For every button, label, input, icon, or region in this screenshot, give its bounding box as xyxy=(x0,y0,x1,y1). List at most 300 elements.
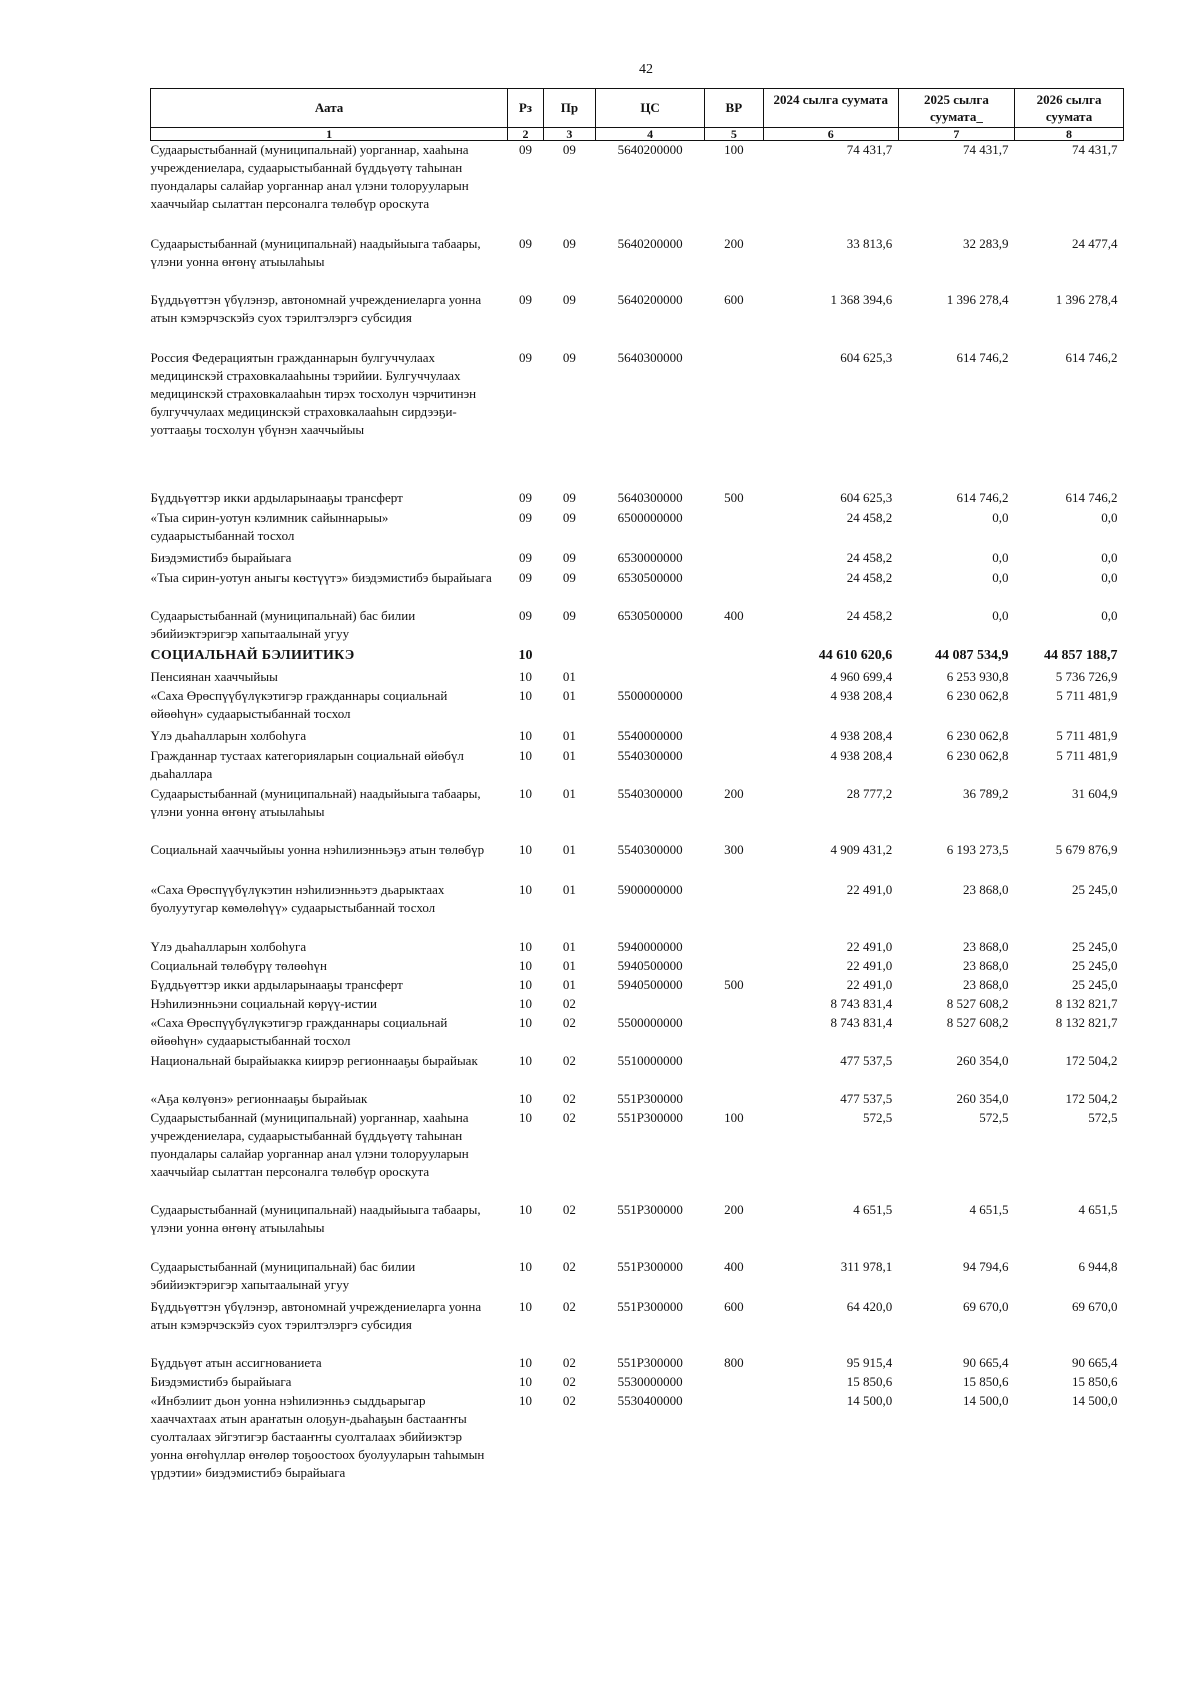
row-pr: 09 xyxy=(562,607,576,623)
row-value-2024: 24 458,2 xyxy=(846,569,893,585)
row-value-2026: 614 746,2 xyxy=(1065,489,1118,505)
table-row xyxy=(151,668,1124,687)
table-row xyxy=(151,727,1124,747)
row-value-2024: 15 850,6 xyxy=(846,1373,893,1389)
row-pr: 02 xyxy=(562,1392,576,1408)
row-value-2024: 44 610 620,6 xyxy=(818,647,893,663)
row-value-2025: 14 500,0 xyxy=(963,1392,1009,1408)
row-value-2024: 24 458,2 xyxy=(846,607,893,623)
row-pr: 01 xyxy=(562,957,576,973)
table-row xyxy=(151,785,1124,841)
header-2024: 2024 сылга суумата xyxy=(763,89,898,128)
row-cs: 551P300000 xyxy=(617,1258,683,1274)
row-vr xyxy=(705,1373,764,1392)
table-row xyxy=(151,881,1124,938)
row-cs: 5540300000 xyxy=(617,747,683,763)
table-row xyxy=(151,687,1124,727)
row-name: Биэдэмистибэ бырайыага xyxy=(150,1373,292,1389)
row-value-2024: 24 458,2 xyxy=(846,509,893,525)
row-value-2026: 172 504,2 xyxy=(1065,1052,1118,1068)
row-pr: 09 xyxy=(562,142,576,157)
row-rz: 10 xyxy=(518,747,532,763)
row-rz: 10 xyxy=(518,976,532,992)
table-row xyxy=(151,141,1124,235)
row-value-2025: 6 230 062,8 xyxy=(946,687,1009,703)
row-value-2025: 8 527 608,2 xyxy=(946,1014,1009,1030)
row-vr xyxy=(705,1052,764,1090)
row-name: Судаарыстыбаннай (муниципальнай) наадыйыыга табаары, үлэни уонна өҥөнү атыылаһыы xyxy=(150,1201,481,1235)
page-number: 42 xyxy=(639,62,653,77)
row-rz: 09 xyxy=(518,291,532,307)
row-cs: 5530000000 xyxy=(617,1373,683,1389)
table-row xyxy=(151,1014,1124,1052)
row-vr: 400 xyxy=(724,1258,744,1274)
table-row xyxy=(151,569,1124,607)
row-name: Бүддьүөттэр икки ардыларынааҕы трансферт xyxy=(150,976,403,992)
row-name: Социальнай төлөбүрү төлөөһүн xyxy=(150,957,327,973)
row-value-2024: 14 500,0 xyxy=(846,1392,893,1408)
row-rz: 09 xyxy=(518,607,532,623)
row-cs: 551P300000 xyxy=(617,1201,683,1217)
row-value-2026: 14 500,0 xyxy=(1072,1392,1118,1408)
row-vr: 500 xyxy=(724,976,744,992)
row-rz: 10 xyxy=(518,785,532,801)
row-vr: 200 xyxy=(724,785,744,801)
row-pr: 09 xyxy=(562,235,576,251)
row-cs: 5640300000 xyxy=(617,489,683,505)
row-vr xyxy=(705,1014,764,1052)
row-rz: 10 xyxy=(518,1354,532,1370)
row-name: Судаарыстыбаннай (муниципальнай) наадыйыыга табаары, үлэни уонна өҥөнү атыылаһыы xyxy=(150,235,481,269)
row-pr: 09 xyxy=(562,509,576,525)
row-vr: 600 xyxy=(724,291,744,307)
row-vr xyxy=(705,349,764,489)
table-row xyxy=(151,1373,1124,1392)
table-row xyxy=(151,509,1124,549)
table-row xyxy=(151,1392,1124,1502)
row-cs: 5540300000 xyxy=(617,841,683,857)
row-value-2026: 74 431,7 xyxy=(1072,142,1118,157)
row-vr: 200 xyxy=(724,1201,744,1217)
table-row xyxy=(151,747,1124,785)
row-name: СОЦИАЛЬНАЙ БЭЛИИТИКЭ xyxy=(150,647,355,663)
row-value-2024: 28 777,2 xyxy=(846,785,893,801)
row-cs xyxy=(596,647,705,668)
row-rz: 09 xyxy=(518,549,532,565)
row-value-2026: 44 857 188,7 xyxy=(1044,647,1118,663)
row-cs: 5500000000 xyxy=(617,1014,683,1030)
row-rz: 10 xyxy=(518,687,532,703)
row-cs: 5940000000 xyxy=(617,938,683,954)
row-value-2024: 33 813,6 xyxy=(846,235,893,251)
row-rz: 10 xyxy=(518,1392,532,1408)
row-value-2024: 311 978,1 xyxy=(840,1258,893,1274)
row-name: Судаарыстыбаннай (муниципальнай) бас билии эбийиэктэригэр хапытаалынай угуу xyxy=(150,1258,416,1292)
row-rz: 09 xyxy=(518,489,532,505)
row-cs: 6530500000 xyxy=(617,569,683,585)
row-cs: 5530400000 xyxy=(617,1392,683,1408)
row-pr: 01 xyxy=(562,938,576,954)
table-row xyxy=(151,1201,1124,1258)
row-vr: 800 xyxy=(724,1354,744,1370)
row-value-2025: 6 230 062,8 xyxy=(946,727,1009,743)
row-value-2026: 6 944,8 xyxy=(1078,1258,1118,1274)
row-pr: 01 xyxy=(562,668,576,684)
row-value-2025: 15 850,6 xyxy=(963,1373,1009,1389)
row-name: Гражданнар тустаах категорияларын социальнай өйөбүл дьаһаллара xyxy=(150,747,464,781)
row-vr xyxy=(705,995,764,1014)
row-rz: 10 xyxy=(518,727,532,743)
row-value-2026: 5 711 481,9 xyxy=(1056,747,1118,763)
row-name: Судаарыстыбаннай (муниципальнай) уорганнар, хааһына учреждениелара, судаарыстыбаннай бүддьүөтү таһынан пуондалары салайар уорганнар анал үлэни толорууларын хааччыйар сылаттан персоналга төлөбүр ороскута xyxy=(150,142,469,211)
row-value-2026: 25 245,0 xyxy=(1072,938,1118,954)
row-vr xyxy=(705,509,764,549)
row-value-2025: 8 527 608,2 xyxy=(946,995,1009,1011)
row-rz: 10 xyxy=(518,881,532,897)
row-value-2026: 0,0 xyxy=(1101,569,1118,585)
row-value-2024: 477 537,5 xyxy=(840,1090,893,1106)
row-name: Судаарыстыбаннай (муниципальнай) наадыйыыга табаары, үлэни уонна өҥөнү атыылаһыы xyxy=(150,785,481,819)
row-vr: 500 xyxy=(724,489,744,505)
row-cs: 5940500000 xyxy=(617,957,683,973)
row-value-2026: 90 665,4 xyxy=(1072,1354,1118,1370)
row-pr: 01 xyxy=(562,727,576,743)
table-row xyxy=(151,1052,1124,1090)
row-value-2025: 74 431,7 xyxy=(963,142,1009,157)
row-value-2026: 0,0 xyxy=(1101,607,1118,623)
row-value-2024: 4 938 208,4 xyxy=(830,747,893,763)
header-name: Аата xyxy=(151,89,508,128)
row-cs: 5540000000 xyxy=(617,727,683,743)
row-vr: 400 xyxy=(724,607,744,623)
row-rz: 10 xyxy=(518,1090,532,1106)
table-row xyxy=(151,841,1124,881)
row-value-2024: 8 743 831,4 xyxy=(830,1014,893,1030)
row-value-2024: 604 625,3 xyxy=(840,349,893,365)
row-value-2024: 74 431,7 xyxy=(846,142,893,157)
row-name: «Инбэлиит дьон уонна нэһилиэнньэ сыддьарыгар хааччахтаах атын араҥатын олоҕун-дьаһаҕын бастааҥҥы суолталаах эйгэтигэр бастааҥҥы суолталаах эбийиэктэр уонна өҥөһүллар өҥөлөр тоҕоостоох буолууларын таһымын үрдэтии» биэдэмистибэ бырайыага xyxy=(150,1392,485,1480)
row-rz: 09 xyxy=(518,142,532,157)
header-vr: ВР xyxy=(705,89,764,128)
row-value-2025: 6 193 273,5 xyxy=(946,841,1009,857)
row-cs: 5510000000 xyxy=(617,1052,683,1068)
table-row xyxy=(151,549,1124,569)
table-row xyxy=(151,976,1124,995)
row-vr xyxy=(705,549,764,569)
row-value-2024: 4 909 431,2 xyxy=(830,841,893,857)
table-row xyxy=(151,1298,1124,1354)
column-number: 3 xyxy=(543,128,595,141)
row-vr xyxy=(705,727,764,747)
row-value-2025: 69 670,0 xyxy=(963,1298,1009,1314)
row-value-2025: 0,0 xyxy=(992,607,1009,623)
row-name: Социальнай хааччыйыы уонна нэһилиэнньэҕэ атын төлөбүр xyxy=(150,841,485,857)
row-name: Нэһилиэнньэни социальнай көрүү-истии xyxy=(150,995,377,1011)
row-cs: 6500000000 xyxy=(617,509,683,525)
row-cs: 6530000000 xyxy=(617,549,683,565)
row-name: «Тыа сирин-уотун кэлимник сайыннарыы» судаарыстыбаннай тосхол xyxy=(150,509,389,543)
row-cs: 551P300000 xyxy=(617,1109,683,1125)
row-rz: 10 xyxy=(518,1201,532,1217)
row-vr xyxy=(705,668,764,687)
row-vr: 100 xyxy=(724,142,744,157)
row-value-2026: 614 746,2 xyxy=(1065,349,1118,365)
row-cs: 5640300000 xyxy=(617,349,683,365)
row-rz: 10 xyxy=(518,647,533,663)
row-value-2025: 94 794,6 xyxy=(963,1258,1009,1274)
row-value-2024: 22 491,0 xyxy=(846,957,893,973)
column-number: 5 xyxy=(705,128,764,141)
row-value-2024: 22 491,0 xyxy=(846,976,893,992)
row-value-2025: 260 354,0 xyxy=(956,1090,1009,1106)
row-rz: 10 xyxy=(518,995,532,1011)
row-name: «Аҕа көлүөнэ» регионнааҕы бырайыак xyxy=(150,1090,368,1106)
header-row xyxy=(151,89,1124,128)
table-row xyxy=(151,235,1124,291)
row-value-2025: 90 665,4 xyxy=(963,1354,1009,1370)
table-row xyxy=(151,489,1124,509)
row-vr xyxy=(705,569,764,607)
header-rz: Рз xyxy=(508,89,544,128)
row-pr: 09 xyxy=(562,291,576,307)
row-value-2025: 4 651,5 xyxy=(969,1201,1009,1217)
row-value-2024: 4 938 208,4 xyxy=(830,687,893,703)
row-cs xyxy=(596,995,705,1014)
row-value-2024: 8 743 831,4 xyxy=(830,995,893,1011)
row-rz: 10 xyxy=(518,1052,532,1068)
row-pr: 01 xyxy=(562,687,576,703)
row-name: Судаарыстыбаннай (муниципальнай) уорганнар, хааһына учреждениелара, судаарыстыбаннай бүддьүөтү таһынан пуондалары салайар уорганнар анал үлэни толорууларын хааччыйар сылаттан персоналга төлөбүр ороскута xyxy=(150,1109,469,1179)
row-value-2024: 4 960 699,4 xyxy=(830,668,893,684)
row-vr: 300 xyxy=(724,841,744,857)
row-value-2024: 1 368 394,6 xyxy=(830,291,893,307)
row-vr xyxy=(705,647,764,668)
row-value-2026: 4 651,5 xyxy=(1078,1201,1118,1217)
row-value-2026: 25 245,0 xyxy=(1072,976,1118,992)
row-name: «Саха Өрөспүүбүлүкэтин нэһилиэнньэтэ дьарыктаах буолуутугар көмөлөһүү» судаарыстыбаннай тосхол xyxy=(150,881,445,915)
row-value-2026: 172 504,2 xyxy=(1065,1090,1118,1106)
row-value-2025: 1 396 278,4 xyxy=(946,291,1009,307)
row-value-2026: 8 132 821,7 xyxy=(1055,1014,1118,1030)
row-value-2026: 24 477,4 xyxy=(1072,235,1118,251)
row-value-2026: 25 245,0 xyxy=(1072,957,1118,973)
row-value-2024: 572,5 xyxy=(863,1109,893,1125)
row-cs: 5900000000 xyxy=(617,881,683,897)
row-cs: 551P300000 xyxy=(617,1298,683,1314)
row-value-2026: 15 850,6 xyxy=(1072,1373,1118,1389)
row-pr: 09 xyxy=(562,349,576,365)
row-rz: 09 xyxy=(518,569,532,585)
row-pr: 02 xyxy=(562,1090,576,1106)
table-row xyxy=(151,607,1124,647)
row-vr xyxy=(705,1392,764,1502)
row-vr xyxy=(705,957,764,976)
row-cs xyxy=(596,668,705,687)
column-number: 6 xyxy=(763,128,898,141)
row-pr: 02 xyxy=(562,1014,576,1030)
row-rz: 09 xyxy=(518,235,532,251)
row-value-2025: 0,0 xyxy=(992,549,1009,565)
row-value-2025: 23 868,0 xyxy=(963,957,1009,973)
row-value-2026: 0,0 xyxy=(1101,509,1118,525)
row-pr: 01 xyxy=(562,841,576,857)
column-number-row xyxy=(151,128,1124,141)
row-vr: 200 xyxy=(724,235,744,251)
row-pr xyxy=(543,647,595,668)
row-value-2025: 44 087 534,9 xyxy=(935,647,1009,663)
row-name: Россия Федерациятын гражданнарын булгуччулаах медицинскэй страховкалааһыны тэрийии. Булгуччулаах медицинскэй страховкалааһын тирэх тосхолун чэрчитинэн булгуччулаах медицинскэй страховкалааһын сирдээҕи-уоттааҕы тосхолун үбүнэн хааччыйыы xyxy=(150,349,477,437)
row-rz: 10 xyxy=(518,1109,532,1125)
row-pr: 01 xyxy=(562,881,576,897)
row-rz: 09 xyxy=(518,349,532,365)
table-row xyxy=(151,1258,1124,1298)
row-value-2024: 64 420,0 xyxy=(846,1298,893,1314)
row-pr: 02 xyxy=(562,1354,576,1370)
header-cs: ЦС xyxy=(596,89,705,128)
header-pr: Пр xyxy=(543,89,595,128)
table-row xyxy=(151,349,1124,489)
row-value-2025: 572,5 xyxy=(979,1109,1009,1125)
row-pr: 09 xyxy=(562,549,576,565)
row-vr: 600 xyxy=(724,1298,744,1314)
row-pr: 09 xyxy=(562,489,576,505)
row-name: Национальнай бырайыакка киирэр регионнааҕы бырайыак xyxy=(150,1052,478,1068)
row-value-2025: 32 283,9 xyxy=(963,235,1009,251)
header-2026: 2026 сылга суумата xyxy=(1015,89,1124,128)
column-number: 1 xyxy=(151,128,508,141)
row-rz: 10 xyxy=(518,938,532,954)
row-value-2025: 23 868,0 xyxy=(963,881,1009,897)
row-rz: 10 xyxy=(518,1298,532,1314)
row-name: «Саха Өрөспүүбүлүкэтигэр гражданнары социальнай өйөөһүн» судаарыстыбаннай тосхол xyxy=(150,1014,448,1048)
row-value-2024: 604 625,3 xyxy=(840,489,893,505)
row-name: Бүддьүөттэр икки ардыларынааҕы трансферт xyxy=(150,489,403,505)
row-rz: 10 xyxy=(518,957,532,973)
row-value-2024: 4 651,5 xyxy=(853,1201,893,1217)
row-pr: 02 xyxy=(562,995,576,1011)
row-value-2025: 36 789,2 xyxy=(963,785,1009,801)
row-vr xyxy=(705,881,764,938)
row-value-2026: 1 396 278,4 xyxy=(1055,291,1118,307)
row-value-2024: 22 491,0 xyxy=(846,881,893,897)
row-pr: 01 xyxy=(562,747,576,763)
row-value-2026: 8 132 821,7 xyxy=(1055,995,1118,1011)
row-rz: 10 xyxy=(518,1258,532,1274)
row-rz: 09 xyxy=(518,509,532,525)
row-value-2024: 95 915,4 xyxy=(846,1354,893,1370)
row-pr: 02 xyxy=(562,1373,576,1389)
row-name: Бүддьүөттэн үбүлэнэр, автономнай учреждениеларга уонна атын кэмэрчэскэйэ суох тэрилтэлэргэ субсидия xyxy=(150,1298,482,1332)
row-value-2025: 260 354,0 xyxy=(956,1052,1009,1068)
row-rz: 10 xyxy=(518,841,532,857)
budget-table xyxy=(150,88,1124,1502)
table-row xyxy=(151,995,1124,1014)
row-value-2025: 23 868,0 xyxy=(963,976,1009,992)
row-vr xyxy=(705,747,764,785)
header-2025: 2025 сылга суумата_ xyxy=(898,89,1014,128)
row-pr: 02 xyxy=(562,1052,576,1068)
row-name: «Тыа сирин-уотун аныгы көстүүтэ» биэдэмистибэ бырайыага xyxy=(150,569,492,585)
row-value-2026: 5 711 481,9 xyxy=(1056,687,1118,703)
row-value-2026: 5 679 876,9 xyxy=(1055,841,1118,857)
row-value-2025: 6 253 930,8 xyxy=(946,668,1009,684)
row-cs: 5640200000 xyxy=(617,142,683,157)
row-name: Бүддьүөт атын ассигнованиета xyxy=(150,1354,322,1370)
row-value-2025: 23 868,0 xyxy=(963,938,1009,954)
table-body xyxy=(151,141,1124,1502)
row-name: Үлэ дьаһалларын холбоһуга xyxy=(150,938,307,954)
row-name: Биэдэмистибэ бырайыага xyxy=(150,549,292,565)
row-value-2026: 5 736 726,9 xyxy=(1055,668,1118,684)
row-rz: 10 xyxy=(518,1014,532,1030)
row-cs: 5540300000 xyxy=(617,785,683,801)
row-value-2025: 614 746,2 xyxy=(956,489,1009,505)
row-value-2024: 24 458,2 xyxy=(846,549,893,565)
column-number: 7 xyxy=(898,128,1014,141)
row-name: Үлэ дьаһалларын холбоһуга xyxy=(150,727,307,743)
table-row xyxy=(151,647,1124,668)
table-row xyxy=(151,1109,1124,1201)
row-value-2024: 4 938 208,4 xyxy=(830,727,893,743)
row-pr: 02 xyxy=(562,1201,576,1217)
row-value-2026: 0,0 xyxy=(1101,549,1118,565)
row-value-2025: 0,0 xyxy=(992,509,1009,525)
column-number: 4 xyxy=(596,128,705,141)
row-vr xyxy=(705,687,764,727)
row-pr: 09 xyxy=(562,569,576,585)
table-row xyxy=(151,1090,1124,1109)
row-pr: 02 xyxy=(562,1258,576,1274)
table-row xyxy=(151,1354,1124,1373)
row-cs: 5640200000 xyxy=(617,291,683,307)
row-value-2024: 477 537,5 xyxy=(840,1052,893,1068)
row-pr: 01 xyxy=(562,976,576,992)
table-row xyxy=(151,291,1124,349)
row-vr: 100 xyxy=(724,1109,744,1125)
table-row xyxy=(151,938,1124,957)
row-name: Бүддьүөттэн үбүлэнэр, автономнай учреждениеларга уонна атын кэмэрчэскэйэ суох тэрилтэлэргэ субсидия xyxy=(150,291,482,325)
row-value-2025: 0,0 xyxy=(992,569,1009,585)
row-cs: 5640200000 xyxy=(617,235,683,251)
row-name: Пенсиянан хааччыйыы xyxy=(150,668,278,684)
row-cs: 6530500000 xyxy=(617,607,683,623)
row-pr: 02 xyxy=(562,1109,576,1125)
row-value-2024: 22 491,0 xyxy=(846,938,893,954)
row-value-2026: 572,5 xyxy=(1088,1109,1118,1125)
row-value-2026: 5 711 481,9 xyxy=(1056,727,1118,743)
row-vr xyxy=(705,938,764,957)
row-vr xyxy=(705,1090,764,1109)
row-rz: 10 xyxy=(518,1373,532,1389)
column-number: 2 xyxy=(508,128,544,141)
row-pr: 01 xyxy=(562,785,576,801)
table-row xyxy=(151,957,1124,976)
row-name: Судаарыстыбаннай (муниципальнай) бас билии эбийиэктэригэр хапытаалынай угуу xyxy=(150,607,416,641)
row-value-2026: 31 604,9 xyxy=(1072,785,1118,801)
row-value-2025: 6 230 062,8 xyxy=(946,747,1009,763)
row-value-2025: 614 746,2 xyxy=(956,349,1009,365)
row-cs: 5940500000 xyxy=(617,976,683,992)
row-value-2026: 69 670,0 xyxy=(1072,1298,1118,1314)
row-pr: 02 xyxy=(562,1298,576,1314)
row-rz: 10 xyxy=(518,668,532,684)
row-cs: 5500000000 xyxy=(617,687,683,703)
row-cs: 551P300000 xyxy=(617,1354,683,1370)
row-value-2026: 25 245,0 xyxy=(1072,881,1118,897)
row-name: «Саха Өрөспүүбүлүкэтигэр гражданнары социальнай өйөөһүн» судаарыстыбаннай тосхол xyxy=(150,687,448,721)
row-cs: 551P300000 xyxy=(617,1090,683,1106)
column-number: 8 xyxy=(1015,128,1124,141)
